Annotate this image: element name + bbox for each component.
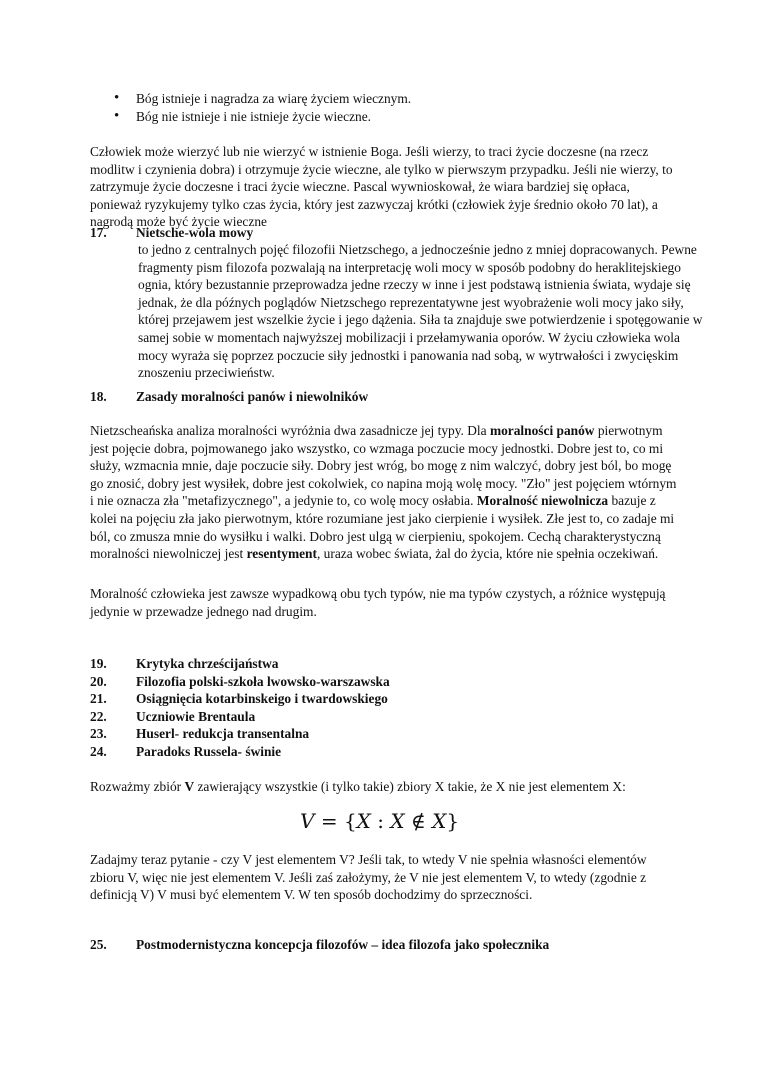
toc-item <box>90 725 680 743</box>
toc-number: 20. <box>90 673 107 689</box>
bullet-list <box>90 90 680 125</box>
section-17-heading <box>90 224 680 242</box>
formula-symbol: { <box>343 809 357 833</box>
toc-item <box>90 743 680 761</box>
section-25-heading <box>90 936 680 954</box>
toc-title: Krytyka chrześcijaństwa <box>136 656 279 671</box>
toc-title: Paradoks Russela- świnie <box>136 743 282 759</box>
toc-list <box>90 655 680 761</box>
text-run: zawierający wszystkie (i tylko takie) zbiory X takie, że X nie jest elementem X: <box>194 779 626 794</box>
section-number: 17. <box>90 225 107 240</box>
section-title: Postmodernistyczna koncepcja filozofów – idea filozofa jako społecznika <box>136 937 550 952</box>
toc-item <box>90 708 680 726</box>
formula-symbol: V <box>300 809 315 833</box>
pascal-paragraph: Człowiek może wierzyć lub nie wierzyć w istnienie Boga. Jeśli wierzy, to traci życie doczesne (na rzecz modlitw i czynienia dobra) i otrzymuje życie wieczne, ale tylko w pierwszym przypadku. Jeśli nie wierzy, to zatrzymuje życie doczesne i traci życie wieczne. Pascal wywnioskował, że wiara bardziej się opłaca, ponieważ ryzykujemy tylko czas życia, który jest zazwyczaj krótki (człowiek żyje średnio około 70 lat), a nagrodą może być życie wieczne <box>90 144 673 230</box>
section-title: Nietsche-wola mowy <box>136 225 254 240</box>
text-run: bazuje z kolei na pojęciu zła jako pierwotnym, które rozumiane jest jako cierpienie i wysiłek. Złe jest to, co zadaje mi ból, co zmusza mnie do wysiłku i walki. Dobro jest ulgą w cierpieniu, spokojem. Cechą charakterystyczną moralności niewolniczej jest <box>90 493 675 562</box>
section-number: 18. <box>90 389 107 404</box>
text-run: Nietzscheańska analiza moralności wyróżnia dwa zasadnicze jej typy. Dla <box>90 423 490 438</box>
formula-symbol: X <box>390 809 405 833</box>
toc-number: 23. <box>90 726 107 742</box>
toc-item <box>90 673 680 691</box>
text-run: , uraza wobec świata, żal do życia, które nie spełnia oczekiwań. <box>316 546 659 562</box>
formula-symbol: X <box>432 809 447 833</box>
toc-number: 21. <box>90 691 107 707</box>
formula-symbol: = <box>320 809 338 833</box>
bold-term: Moralność niewolnicza <box>476 493 609 509</box>
bold-term: resentyment <box>246 546 317 562</box>
section-18-paragraph-2: Moralność człowieka jest zawsze wypadkową obu tych typów, nie ma typów czystych, a różnice występują jedynie w przewadze jednego nad drugim. <box>90 586 666 619</box>
toc-item <box>90 655 680 673</box>
toc-title: Uczniowie Brentaula <box>136 708 256 724</box>
list-item: • Bóg nie istnieje i nie istnieje życie wieczne. <box>90 108 680 126</box>
text-run: Rozważmy zbiór <box>90 779 185 794</box>
toc-number: 19. <box>90 656 107 671</box>
formula-symbol: : <box>377 809 385 833</box>
russell-intro <box>90 778 680 796</box>
list-item: • Bóg istnieje i nagradza za wiarę życiem wiecznym. <box>90 90 680 108</box>
russell-paragraph: Zadajmy teraz pytanie - czy V jest elementem V? Jeśli tak, to wtedy V nie spełnia własności elementów zbioru V, więc nie jest elementem V. Jeśli zaś założymy, że V nie jest elementem V, to wtedy (zgodnie z definicją V) V musi być elementem V. W ten sposób dochodzimy do sprzeczności. <box>90 852 647 903</box>
section-18-heading <box>90 388 680 406</box>
section-18-paragraph-1 <box>90 422 680 563</box>
section-title: Zasady moralności panów i niewolników <box>136 389 369 404</box>
toc-number: 22. <box>90 708 107 724</box>
toc-number: 24. <box>90 743 107 759</box>
toc-title: Filozofia polski-szkoła lwowsko-warszawska <box>136 673 390 689</box>
toc-title: Huserl- redukcja transentalna <box>136 726 310 742</box>
section-number: 25. <box>90 937 107 952</box>
text-run: pierwotnym jest pojęcie dobra, pojmowanego jako wszystko, co wzmaga poczucie mocy jednostki. Dobre jest to, co mi służy, wzmacnia mnie, daje poczucie siły. Dobry jest wróg, bo mogę z nim walczyć, dobry jest ból, bo mogę go znosić, dobry jest wysiłek, dobre jest cokolwiek, co napina moją wolę mocy. "Zło" jest pojęciem wtórnym i nie oznacza zła "metafizycznego", a jedynie to, co wolę mocy osłabia. <box>90 423 677 509</box>
formula-symbol: X <box>356 809 371 833</box>
bold-term: moralności panów <box>489 423 595 438</box>
section-17-body: to jedno z centralnych pojęć filozofii Nietzschego, a jednocześnie jedno z mniej dopracowanych. Pewne fragmenty pism filozofa pozwalają na interpretację woli mocy w sposób podobny do heraklitejskiego ognia, który bezustannie przeprowadza jedne rzeczy w inne i jest podstawą istnienia świata, wydaje się jednak, że dla późnych poglądów Nietzschego reprezentatywne jest wyobrażenie woli mocy jako siły, której przejawem jest wszelkie życie i jego dążenia. Siła ta znajduje swe potwierdzenie i spotęgowanie w samej sobie w momentach najwyższej mobilizacji i przełamywania oporów. W życiu człowieka wola mocy wyraża się poprzez poczucie siły jednostki i panowania nad sobą, w wytrwałości i zwycięskim znoszeniu przeciwieństw. <box>138 242 703 381</box>
toc-title: Osiągnięcia kotarbinskeigo i twardowskiego <box>136 691 388 707</box>
russell-formula <box>300 808 470 834</box>
bold-term: V <box>184 779 195 794</box>
formula-symbol: } <box>446 809 460 833</box>
toc-item <box>90 690 680 708</box>
formula-symbol: ∉ <box>411 809 426 833</box>
